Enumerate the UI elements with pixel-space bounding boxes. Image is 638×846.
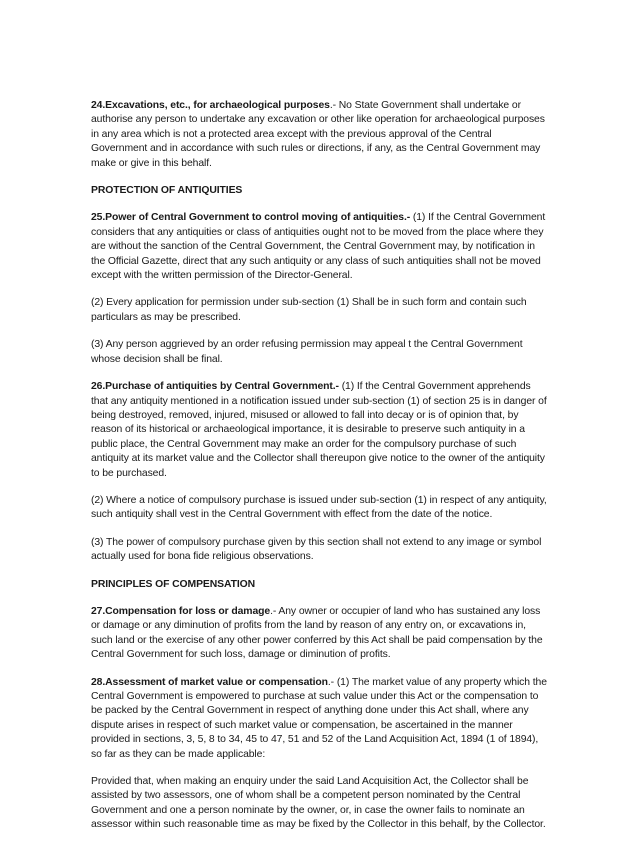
section-27-title: 27.Compensation for loss or damage [91,605,271,617]
section-25 [91,211,549,283]
section-26-subsection-2: (2) Where a notice of compulsory purchase is issued under sub-section (1) in respect of any antiquity, such antiquity shall vest in the Central Government with effect from the date of the notice. [91,494,547,521]
section-26-title: 26.Purchase of antiquities by Central Government.- [91,381,339,393]
section-25-subsection-2: (2) Every application for permission under sub-section (1) Shall be in such form and contain such particulars as may be prescribed. [91,297,527,323]
section-26 [91,380,549,481]
section-25-subsection-3: (3) Any person aggrieved by an order refusing permission may appeal t the Central Government whose decision shall be final. [91,339,523,365]
section-26-text: (1) If the Central Government apprehends that any antiquity mentioned in a notification issued under sub-section (1) of section 25 is in danger of being destroyed, removed, injured, misused or allowed to fall into decay or is of opinion that, by reason of its historical or archaeological importance, it is desirable to preserve such antiquity in a public place, the Central Government may make an order for the compulsory purchase of such antiquity at its market value and the Collector shall thereupon give notice to the owner of the antiquity to be purchased. [91,381,547,479]
section-28-title: 28.Assessment of market value or compensation [91,676,328,688]
heading-protection-of-antiquities: PROTECTION OF ANTIQUITIES [91,185,243,197]
document-page [91,99,549,846]
section-27-text: .- Any owner or occupier of land who has sustained any loss or damage or any diminution of profits from the land by reason of any entry on, or excavations in, such land or the exercise of any other power conferred by this Act shall be paid compensation by the Central Government for such loss, damage or diminution of profits. [91,605,543,661]
section-24 [91,99,549,171]
section-24-title: 24.Excavations, etc., for archaeological purposes [91,100,330,111]
section-27 [91,605,549,663]
section-28-text: .- (1) The market value of any property which the Central Government is empowered to purchase at such value under this Act or the compensation to be packed by the Central Government in respect of anything done under this Act shall, where any dispute arises in respect of such market value or compensation, be ascertained in the manner provided in sections, 3, 5, 8 to 34, 45 to 47, 51 and 52 of the Land Acquisition Act, 1894 (1 of 1894), so far as they can be made applicable: [91,676,547,760]
heading-principles-of-compensation: PRINCIPLES OF COMPENSATION [91,578,256,590]
section-26-subsection-3: (3) The power of compulsory purchase given by this section shall not extend to any image or symbol actually used for bona fide religious observations. [91,536,542,563]
section-24-text: .- No State Government shall undertake or authorise any person to undertake any excavation or other like operation for archaeological purposes in any area which is not a protected area except with the previous approval of the Central Government and in accordance with such rules or directions, if any, as the Central Government may make or give in this behalf. [91,100,545,169]
section-28-proviso: Provided that, when making an enquiry under the said Land Acquisition Act, the Collector shall be assisted by two assessors, one of whom shall be a competent person nominated by the Central Government and one a person nominate by the owner, or, in case the owner fails to nominate an assessor within such reasonable time as may be fixed by the Collector in this behalf, by the Collector. [91,776,546,831]
section-25-text: (1) If the Central Government considers that any antiquities or class of antiquities ought not to be moved from the place where they are without the sanction of the Central Government, the Central Government may, by notification in the Official Gazette, direct that any such antiquity or any class of such antiquities shall not be moved except with the written permission of the Director-General. [91,212,546,282]
section-28 [91,676,549,762]
section-25-title: 25.Power of Central Government to control moving of antiquities.- [91,212,411,224]
